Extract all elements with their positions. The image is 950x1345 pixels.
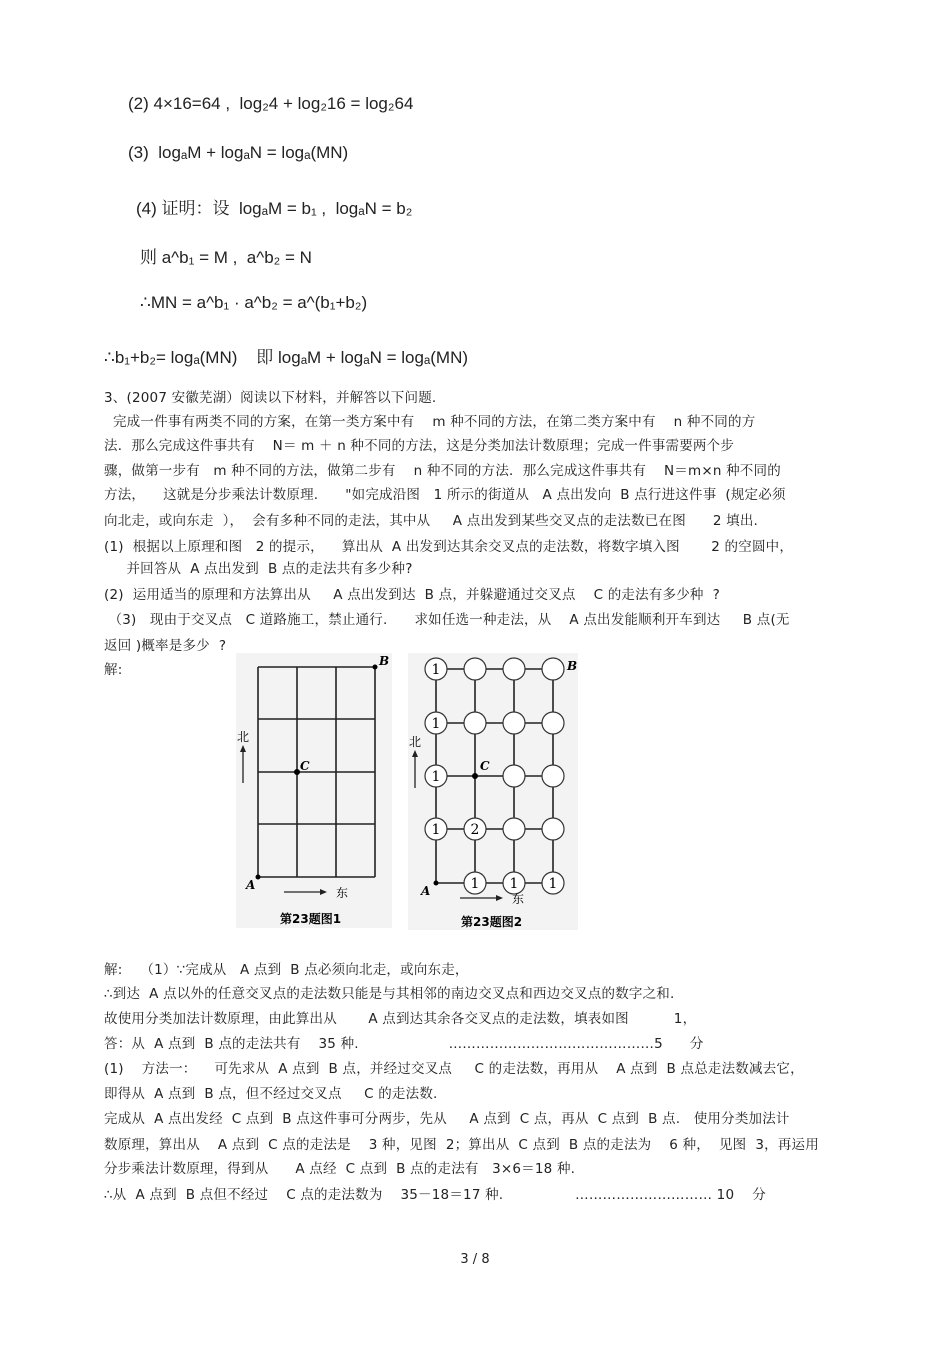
node-value: 1 (431, 822, 441, 838)
page-number: 3 / 8 (460, 1252, 490, 1267)
answer-line: ∴到达 A 点以外的任意交叉点的走法数只能是与其相邻的南边交叉点和西边交叉点的数字之和. (104, 986, 675, 1002)
node-value: 1 (548, 876, 558, 892)
answer-line: 故使用分类加法计数原理，由此算出从 A 点到达其余各交叉点的走法数，填表如图 1， (104, 1011, 697, 1027)
node-circle (464, 712, 486, 734)
answer-line: 完成从 A 点出发经 C 点到 B 点这件事可分两步，先从 A 点到 C 点，再从 C 点到 B 点. 使用分类加法计 (104, 1111, 790, 1127)
answer-line: 分步乘法计数原理，得到从 A 点经 C 点到 B 点的走法有 3×6＝18 种. (104, 1161, 576, 1177)
answer-line: 答：从 A 点到 B 点的走法共有 35 种. ………………………………………5 分 (104, 1036, 704, 1052)
figure-1-caption: 第23题图1 (280, 912, 342, 926)
label-c: C (480, 759, 490, 773)
answer-line: ∴从 A 点到 B 点但不经过 C 点的走法数为 35－18＝17 种. ………………………… 10 分 (104, 1187, 766, 1203)
answer-line: 即得从 A 点到 B 点，但不经过交叉点 C 的走法数. (104, 1086, 438, 1102)
label-c: C (300, 759, 310, 773)
node-value: 2 (470, 822, 480, 838)
math-line-7: ∴b₁+b₂= logₐ(MN) 即 logₐM + logₐN = logₐ(MN) (104, 348, 469, 367)
text-line: (1) 根据以上原理和图 2 的提示， 算出从 A 出发到达其余交叉点的走法数，将数字填入图 2 的空圆中， (104, 539, 794, 555)
label-east: 东 (512, 892, 525, 906)
text-line: 方法， 这就是分步乘法计数原理. "如完成沿图 1 所示的街道从 A 点出发向 B 点行进这件事 (规定必须 (104, 487, 786, 503)
node-value: 1 (431, 662, 441, 678)
math-line-4: (4) 证明：设 logₐM = b₁ , logₐN = b₂ (136, 199, 413, 218)
node-value: 1 (470, 876, 480, 892)
math-line-2: (2) 4×16=64 , log₂4 + log₂16 = log₂64 (128, 94, 414, 113)
figure-2 (408, 653, 578, 930)
node-circle (542, 658, 564, 680)
math-line-3: (3) logₐM + logₐN = logₐ(MN) (128, 143, 349, 162)
figure-1-background (236, 653, 392, 928)
text-line: 返回 )概率是多少 ? (104, 638, 227, 654)
node-circle (503, 658, 525, 680)
label-east: 东 (336, 886, 349, 900)
text-line: (2) 运用适当的原理和方法算出从 A 点出发到达 B 点，并躲避通过交叉点 C 的走法有多少种 ? (104, 587, 720, 603)
point-c (472, 773, 478, 779)
text-line: 3、(2007 安徽芜湖）阅读以下材料，并解答以下问题. (104, 390, 437, 406)
label-north: 北 (409, 735, 422, 749)
text-line: 解: (104, 662, 123, 678)
text-line: （3) 现由于交叉点 C 道路施工，禁止通行. 求如任选一种走法，从 A 点出发能顺利开车到达 B 点(无 (104, 612, 790, 628)
node-circle (542, 818, 564, 840)
node-circle (542, 712, 564, 734)
text-line: 完成一件事有两类不同的方案，在第一类方案中有 m 种不同的方法，在第二类方案中有 n 种不同的方 (104, 414, 756, 430)
figure-2-caption: 第23题图2 (461, 915, 523, 929)
node-circle (503, 712, 525, 734)
label-north: 北 (237, 730, 250, 744)
text-line: 骤，做第一步有 m 种不同的方法，做第二步有 n 种不同的方法．那么完成这件事共有 N＝m×n 种不同的 (104, 463, 781, 479)
node-value: 1 (431, 716, 441, 732)
node-circle (503, 765, 525, 787)
math-line-6: ∴MN = a^b₁ · a^b₂ = a^(b₁+b₂) (140, 293, 368, 312)
answer-line: (1) 方法一： 可先求从 A 点到 B 点，并经过交叉点 C 的走法数，再用从 A 点到 B 点总走法数减去它， (104, 1061, 804, 1077)
label-a: A (421, 884, 431, 898)
node-circle (503, 818, 525, 840)
text-line: 法．那么完成这件事共有 N＝ m ＋ n 种不同的方法，这是分类加法计数原理；完成一件事需要两个步 (104, 438, 735, 454)
label-b: B (567, 659, 578, 673)
point-b (373, 665, 378, 670)
text-line: 向北走，或向东走 ）， 会有多种不同的走法，其中从 A 点出发到某些交叉点的走法数已在图 2 填出. (104, 513, 759, 529)
label-a: A (246, 878, 256, 892)
node-value: 1 (431, 769, 441, 785)
point-a (434, 881, 439, 886)
point-a (256, 875, 261, 880)
text-line: 并回答从 A 点出发到 B 点的走法共有多少种? (104, 561, 413, 577)
node-value: 1 (509, 876, 519, 892)
node-circle (464, 658, 486, 680)
node-circle (542, 765, 564, 787)
label-b: B (379, 654, 390, 668)
math-line-5: 则 a^b₁ = M , a^b₂ = N (140, 248, 312, 267)
answer-line: 解: （1）∵完成从 A 点到 B 点必须向北走，或向东走， (104, 962, 469, 978)
figure-1 (236, 653, 392, 928)
answer-line: 数原理，算出从 A 点到 C 点的走法是 3 种，见图 2；算出从 C 点到 B 点的走法为 6 种， 见图 3，再运用 (104, 1137, 819, 1153)
